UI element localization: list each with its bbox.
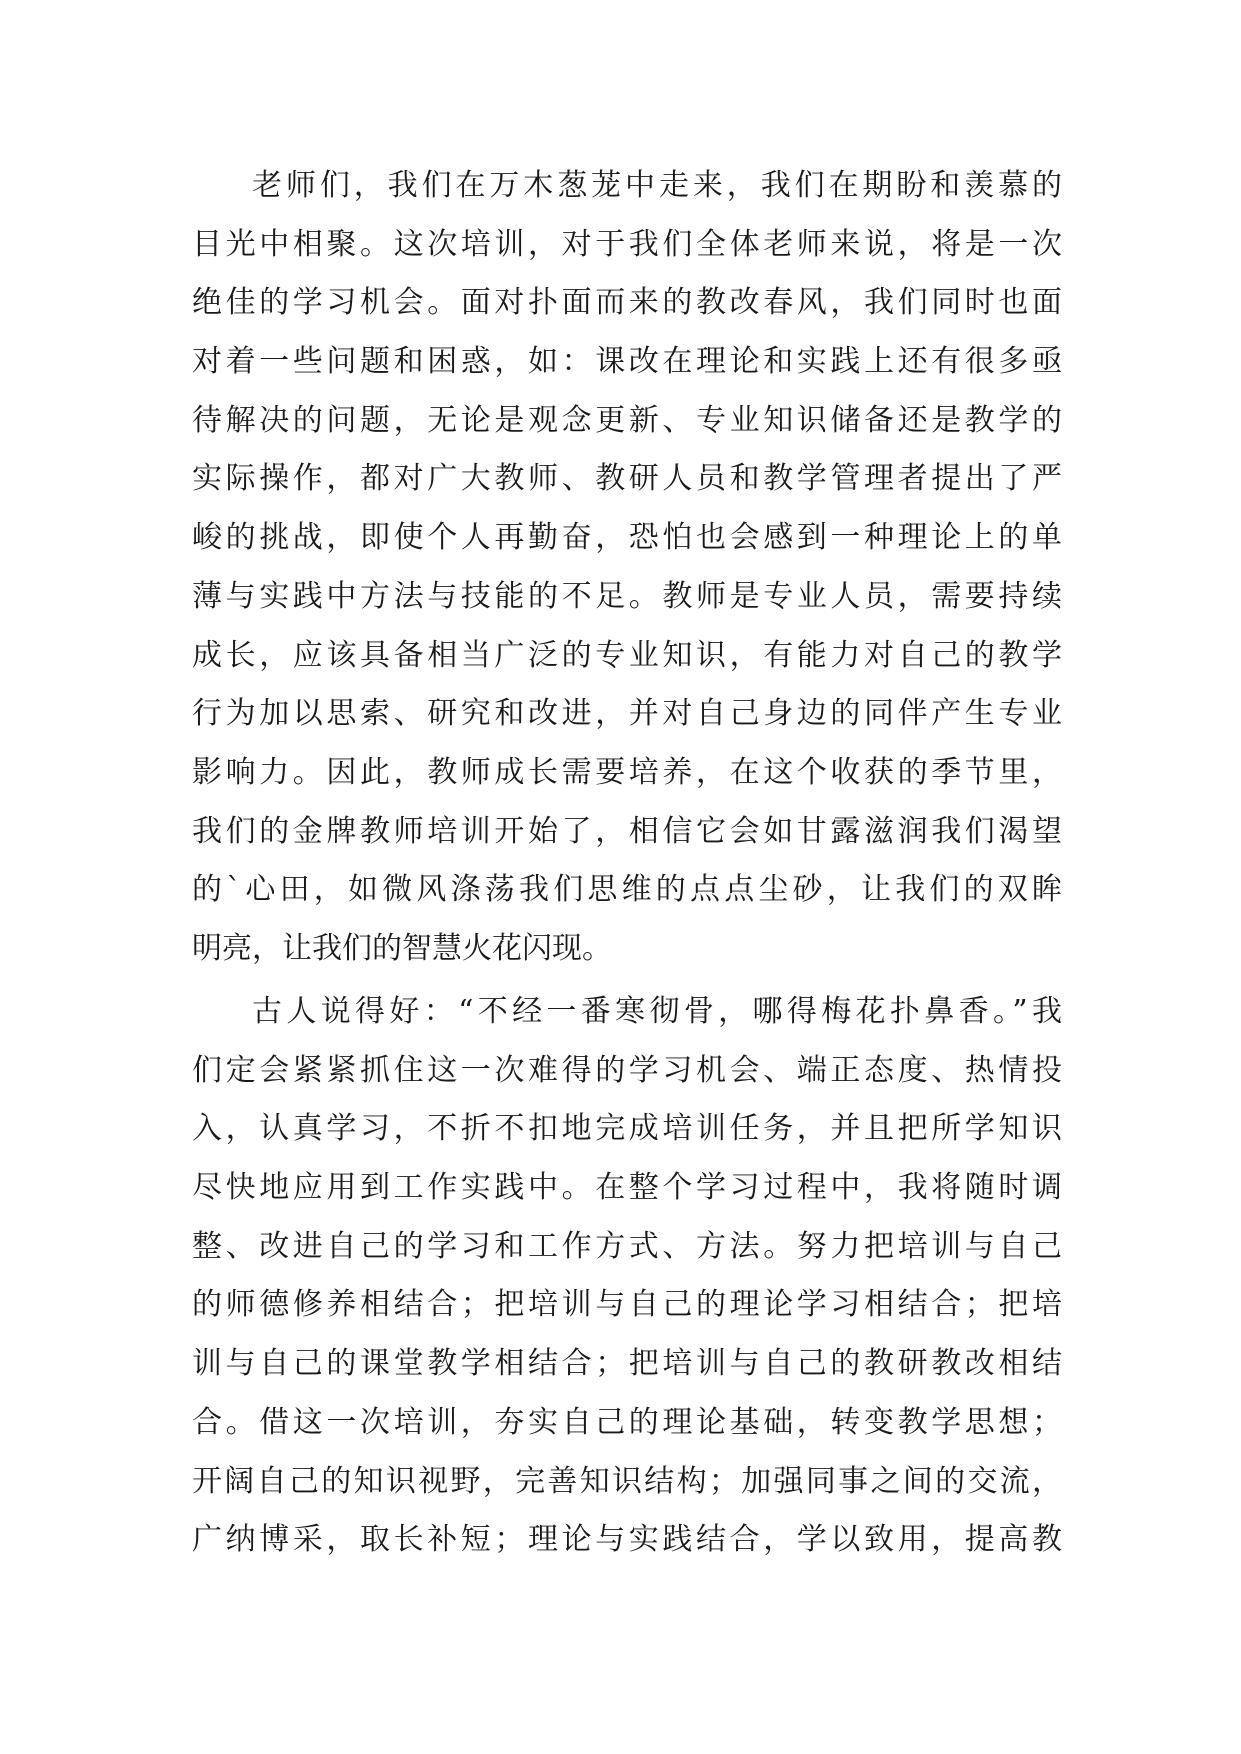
paragraph-line: 对着一些问题和困惑，如：课改在理论和实践上还有很多亟 <box>192 344 1062 380</box>
paragraph-line: 尽快地应用到工作实践中。在整个学习过程中，我将随时调 <box>192 1170 1062 1206</box>
paragraph-line: 行为加以思索、研究和改进，并对自己身边的同伴产生专业 <box>192 696 1062 732</box>
paragraph-line: 待解决的问题，无论是观念更新、专业知识储备还是教学的 <box>192 402 1062 438</box>
paragraph-line: 的师德修养相结合；把培训与自己的理论学习相结合；把培 <box>192 1287 1062 1323</box>
paragraph-line: 绝佳的学习机会。面对扑面而来的教改春风，我们同时也面 <box>192 285 1062 321</box>
paragraph-line: 薄与实践中方法与技能的不足。教师是专业人员，需要持续 <box>192 578 1062 614</box>
paragraph-line: 入，认真学习，不折不扣地完成培训任务，并且把所学知识 <box>192 1111 1062 1147</box>
paragraph-line: 影响力。因此，教师成长需要培养，在这个收获的季节里， <box>192 754 1062 790</box>
paragraph-line: 古人说得好：“不经一番寒彻骨，哪得梅花扑鼻香。”我 <box>252 994 1062 1029</box>
paragraph-line: 整、改进自己的学习和工作方式、方法。努力把培训与自己 <box>192 1228 1062 1264</box>
paragraph-1 <box>192 157 1062 979</box>
paragraph-line: 我们的金牌教师培训开始了，相信它会如甘露滋润我们渴望 <box>192 813 1062 849</box>
paragraph-line: 的`心田，如微风涤荡我们思维的点点尘砂，让我们的双眸 <box>192 872 1062 908</box>
paragraph-line: 开阔自己的知识视野，完善知识结构；加强同事之间的交流， <box>192 1463 1062 1499</box>
paragraph-line: 广纳博采，取长补短；理论与实践结合，学以致用，提高教 <box>192 1522 1062 1558</box>
paragraph-line: 们定会紧紧抓住这一次难得的学习机会、端正态度、热情投 <box>192 1052 1062 1088</box>
paragraph-line: 明亮，让我们的智慧火花闪现。 <box>192 930 612 966</box>
paragraph-2 <box>192 983 1062 1570</box>
paragraph-line: 峻的挑战，即使个人再勤奋，恐怕也会感到一种理论上的单 <box>192 520 1062 556</box>
paragraph-line: 实际操作，都对广大教师、教研人员和教学管理者提出了严 <box>192 461 1062 497</box>
paragraph-line: 成长，应该具备相当广泛的专业知识，有能力对自己的教学 <box>192 637 1062 673</box>
paragraph-line: 老师们，我们在万木葱茏中走来，我们在期盼和羡慕的 <box>252 168 1062 203</box>
paragraph-line: 目光中相聚。这次培训，对于我们全体老师来说，将是一次 <box>192 226 1062 262</box>
paragraph-line: 合。借这一次培训，夯实自己的理论基础，转变教学思想； <box>192 1404 1062 1440</box>
paragraph-line: 训与自己的课堂教学相结合；把培训与自己的教研教改相结 <box>192 1346 1062 1382</box>
